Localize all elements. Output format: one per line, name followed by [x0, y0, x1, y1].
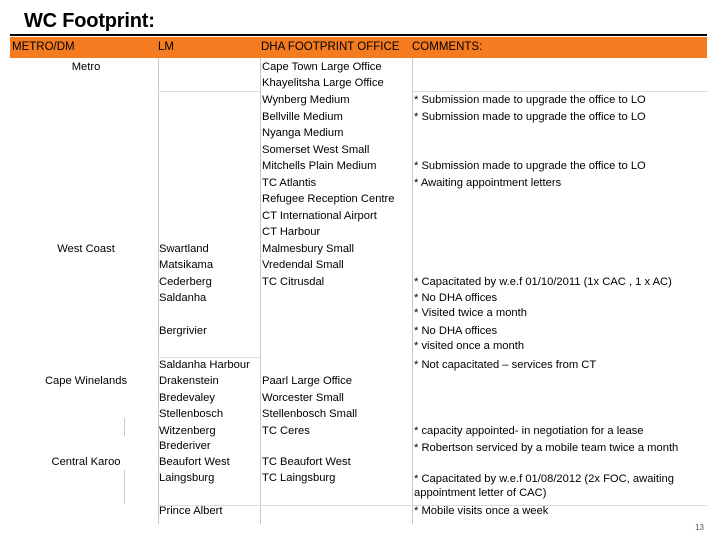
office-cell: Wynberg Medium — [262, 94, 350, 106]
comment-cell: * Capacitated by w.e.f 01/10/2011 (1x CAC , 1 x AC) — [414, 276, 672, 288]
comment-cell: * Mobile visits once a week — [414, 505, 549, 517]
office-cell: TC Ceres — [262, 425, 310, 437]
column-divider — [412, 58, 413, 524]
comment-cell: appointment letter of CAC) — [414, 487, 547, 499]
office-cell: Refugee Reception Centre — [262, 193, 395, 205]
office-cell: Bellville Medium — [262, 111, 343, 123]
comment-cell: * Submission made to upgrade the office to LO — [414, 94, 646, 106]
lm-cell: Matsikama — [159, 259, 214, 271]
lm-cell: Brederiver — [159, 440, 211, 452]
comment-cell: * Submission made to upgrade the office to LO — [414, 111, 646, 123]
metro-cell-metro: Metro — [71, 61, 101, 73]
metro-cell-cape-winelands: Cape Winelands — [44, 375, 128, 387]
column-divider — [124, 470, 125, 504]
lm-cell: Beaufort West — [159, 456, 230, 468]
office-cell: Somerset West Small — [262, 144, 370, 156]
office-cell: Cape Town Large Office — [262, 61, 382, 73]
office-cell: Paarl Large Office — [262, 375, 352, 387]
comment-cell: * visited once a month — [414, 340, 525, 352]
comment-cell: * Capacitated by w.e.f 01/08/2012 (2x FOC, awaiting — [414, 473, 674, 485]
office-cell: Khayelitsha Large Office — [262, 77, 384, 89]
header-comments: COMMENTS: — [412, 41, 483, 53]
office-cell: CT International Airport — [262, 210, 377, 222]
title-underline — [10, 34, 707, 36]
lm-cell: Prince Albert — [159, 505, 223, 517]
column-divider — [260, 58, 261, 524]
comment-cell: * No DHA offices — [414, 292, 498, 304]
column-divider — [124, 418, 125, 436]
comment-cell: * No DHA offices — [414, 325, 498, 337]
comment-cell: * Awaiting appointment letters — [414, 177, 562, 189]
office-cell: TC Atlantis — [262, 177, 317, 189]
comment-cell: * Robertson serviced by a mobile team twice a month — [414, 442, 679, 454]
lm-cell: Saldanha — [159, 292, 207, 304]
page-number: 13 — [695, 523, 704, 532]
office-cell: Malmesbury Small — [262, 243, 355, 255]
metro-cell-west-coast: West Coast — [57, 243, 115, 255]
lm-cell: Drakenstein — [159, 375, 219, 387]
office-cell: CT Harbour — [262, 226, 321, 238]
office-cell: TC Laingsburg — [262, 472, 336, 484]
office-cell: Vredendal Small — [262, 259, 344, 271]
header-metro: METRO/DM — [12, 41, 75, 53]
office-cell: Stellenbosch Small — [262, 408, 358, 420]
lm-cell: Stellenbosch — [159, 408, 224, 420]
header-office: DHA FOOTPRINT OFFICE — [261, 41, 400, 53]
office-cell: TC Citrusdal — [262, 276, 325, 288]
office-cell: Nyanga Medium — [262, 127, 344, 139]
header-lm: LM — [158, 41, 174, 53]
comment-cell: * Visited twice a month — [414, 307, 527, 319]
lm-cell: Bredevaley — [159, 392, 215, 404]
lm-cell: Laingsburg — [159, 472, 215, 484]
lm-cell: Bergrivier — [159, 325, 207, 337]
row-divider — [158, 91, 260, 92]
office-cell: Worcester Small — [262, 392, 344, 404]
lm-cell: Saldanha Harbour — [159, 359, 250, 371]
comment-cell: * Submission made to upgrade the office to LO — [414, 160, 646, 172]
comment-cell: * Not capacitated – services from CT — [414, 359, 597, 371]
lm-cell: Witzenberg — [159, 425, 216, 437]
comment-cell: * capacity appointed- in negotiation for a lease — [414, 425, 644, 437]
page-title: WC Footprint: — [24, 10, 155, 32]
metro-cell-central-karoo: Central Karoo — [51, 456, 121, 468]
lm-cell: Swartland — [159, 243, 209, 255]
lm-cell: Cederberg — [159, 276, 212, 288]
office-cell: Mitchells Plain Medium — [262, 160, 377, 172]
table-header-row — [10, 37, 707, 58]
office-cell: TC Beaufort West — [262, 456, 351, 468]
